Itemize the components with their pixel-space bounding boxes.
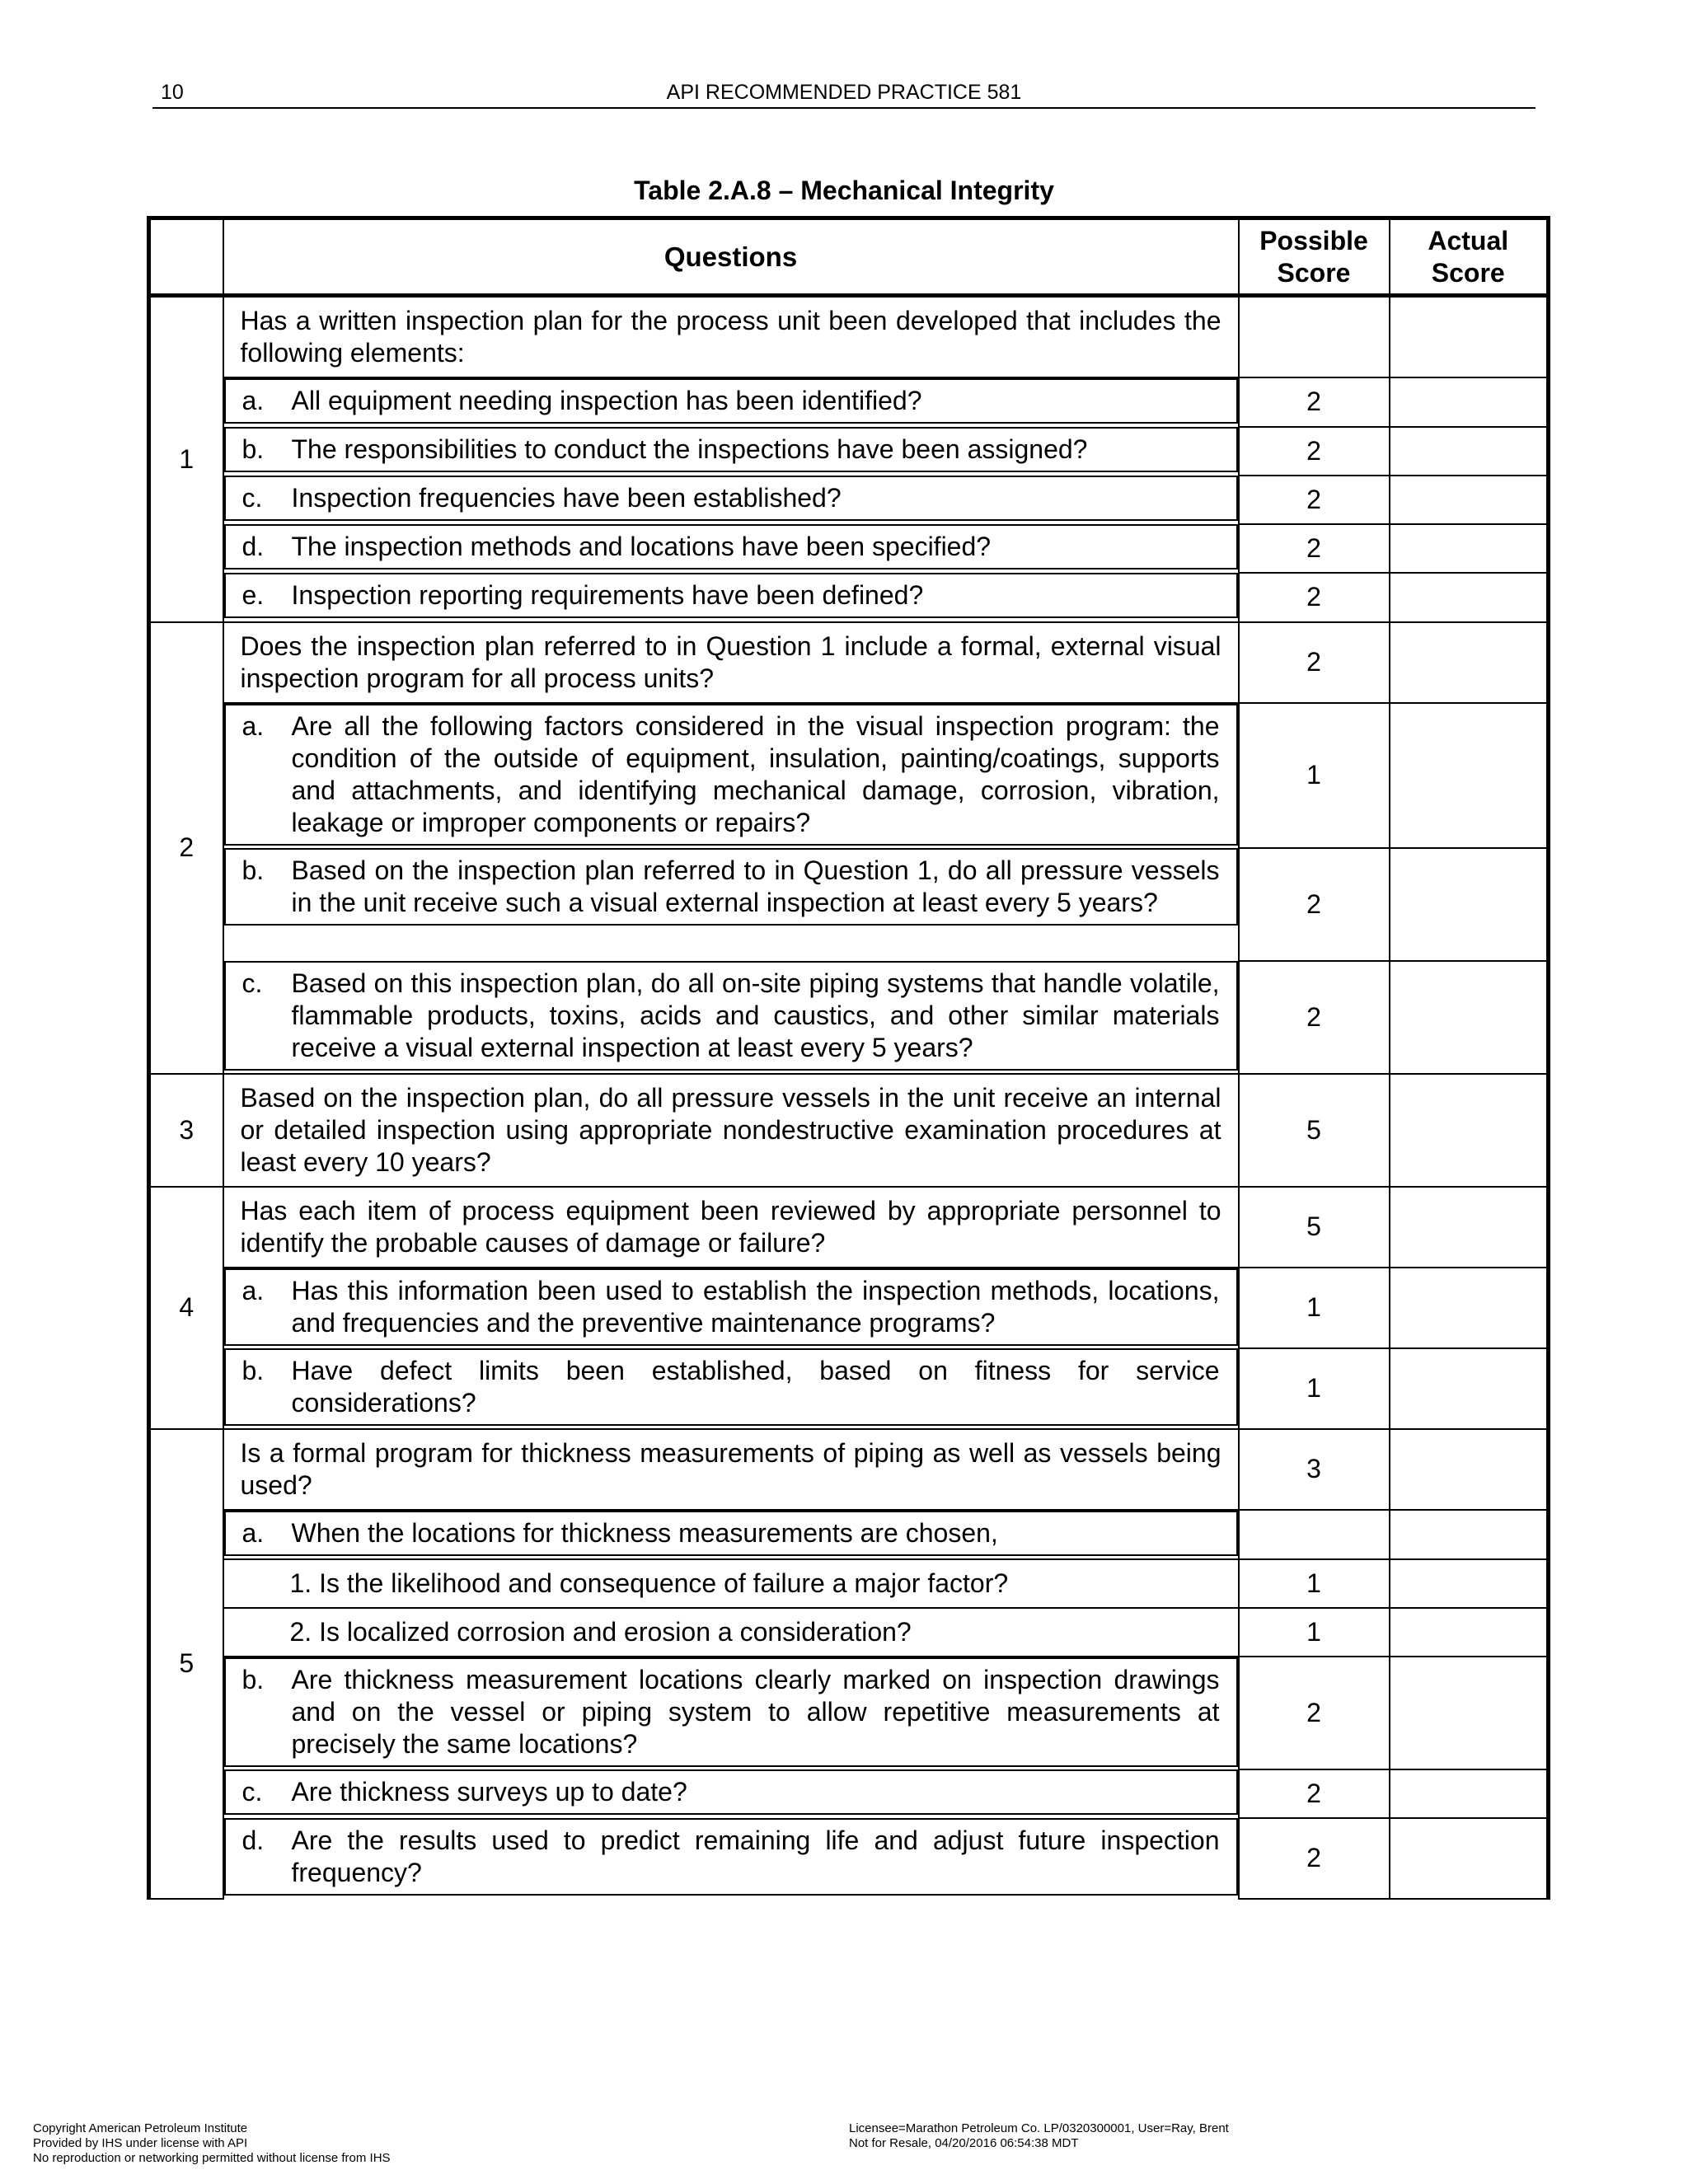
table-header-row <box>149 218 1549 296</box>
question-text: Based on the inspection plan, do all pressure vessels in the unit receive an internal or detailed inspection using appropriate nondestructive examination procedures at least every 10 years? <box>223 1074 1239 1187</box>
sub-question-label: b. <box>241 855 265 885</box>
table-row <box>149 961 1549 1074</box>
possible-score: 1 <box>1239 1559 1390 1608</box>
possible-score: 5 <box>1239 1187 1390 1268</box>
possible-score: 2 <box>1239 961 1390 1074</box>
sub-question-text: Are the results used to predict remaining life and adjust future inspection frequency? <box>291 1825 1220 1887</box>
sub-question <box>224 1348 1238 1426</box>
possible-score: 2 <box>1239 1769 1390 1818</box>
sub-question-text: Based on this inspection plan, do all on-site piping systems that handle volatile, flammable products, toxins, acids and caustics, and other similar materials receive a visual external inspection at least every 5 years? <box>291 968 1220 1062</box>
possible-score-cell <box>1239 1510 1390 1559</box>
sub-question-text: Based on the inspection plan referred to in Question 1, do all pressure vessels in the unit receive such a visual external inspection at least every 5 years? <box>291 855 1220 917</box>
possible-score: 5 <box>1239 1074 1390 1187</box>
actual-score-cell <box>1390 1818 1549 1899</box>
sub-question-text: Inspection reporting requirements have been defined? <box>291 579 924 610</box>
question-number: 4 <box>149 1187 223 1429</box>
question-number: 3 <box>149 1074 223 1187</box>
sub-question <box>224 961 1238 1071</box>
table-row <box>149 848 1549 961</box>
footer-copyright <box>33 2121 391 2166</box>
table-row <box>149 1268 1549 1348</box>
actual-score-cell <box>1390 1657 1549 1769</box>
sub-question-text: The inspection methods and locations have been specified? <box>291 531 992 561</box>
possible-score: 1 <box>1239 1348 1390 1429</box>
table-row <box>149 377 1549 427</box>
header-number-cell <box>149 218 223 296</box>
actual-score-cell <box>1390 703 1549 848</box>
possible-score: 2 <box>1239 1657 1390 1769</box>
actual-score-cell <box>1390 1510 1549 1559</box>
sub-question <box>224 1769 1238 1815</box>
table-row <box>149 476 1549 524</box>
question-text: Is a formal program for thickness measurements of piping as well as vessels being used? <box>223 1429 1239 1510</box>
table-row <box>149 1074 1549 1187</box>
footer-line: Not for Resale, 04/20/2016 06:54:38 MDT <box>849 2136 1079 2150</box>
actual-score-cell <box>1390 427 1549 476</box>
actual-score-cell <box>1390 961 1549 1074</box>
sub-question <box>224 427 1238 472</box>
sub-question <box>224 1818 1238 1896</box>
actual-score-cell <box>1390 296 1549 377</box>
possible-score: 2 <box>1239 524 1390 573</box>
sub-question <box>224 573 1238 618</box>
table-row <box>149 427 1549 476</box>
sub-question-text: Has this information been used to establish the inspection methods, locations, and frequencies and the preventive maintenance programs? <box>291 1275 1220 1338</box>
sub-question-label: a. <box>241 1517 265 1548</box>
actual-score-cell <box>1390 622 1549 703</box>
footer-license <box>849 2121 1229 2151</box>
table-row <box>149 1608 1549 1657</box>
header-possible-score: Possible Score <box>1239 218 1390 296</box>
header-actual-score: Actual Score <box>1390 218 1549 296</box>
sub-question-label: c. <box>241 968 263 998</box>
actual-score-cell <box>1390 1608 1549 1657</box>
question-text: Has each item of process equipment been reviewed by appropriate personnel to identify the probable causes of damage or failure? <box>223 1187 1239 1268</box>
table-row <box>149 1429 1549 1510</box>
possible-score: 2 <box>1239 427 1390 476</box>
header-rule <box>152 107 1536 109</box>
sub-question-label: a. <box>241 710 265 741</box>
question-text: Does the inspection plan referred to in Question 1 include a formal, external visual inspection program for all process units? <box>223 622 1239 703</box>
footer-line: No reproduction or networking permitted without license from IHS <box>33 2151 391 2165</box>
table-row <box>149 1818 1549 1899</box>
table-row <box>149 622 1549 703</box>
possible-score: 2 <box>1239 622 1390 703</box>
actual-score-cell <box>1390 1769 1549 1818</box>
footer-line: Copyright American Petroleum Institute <box>33 2121 248 2135</box>
actual-score-cell <box>1390 1187 1549 1268</box>
sub-question-label: e. <box>241 579 265 610</box>
sub-question-label: c. <box>241 1776 263 1807</box>
mechanical-integrity-table <box>147 216 1550 1900</box>
possible-score: 2 <box>1239 848 1390 961</box>
footer-line: Provided by IHS under license with API <box>33 2136 248 2150</box>
sub-question <box>224 476 1238 521</box>
possible-score: 2 <box>1239 377 1390 427</box>
footer-line: Licensee=Marathon Petroleum Co. LP/0320300001, User=Ray, Brent <box>849 2121 1229 2135</box>
table-row <box>149 524 1549 573</box>
sub-question <box>224 524 1238 569</box>
sub-question-label: d. <box>241 531 265 561</box>
sub-question-text: When the locations for thickness measurements are chosen, <box>291 1517 998 1548</box>
question-number: 2 <box>149 622 223 1074</box>
sub-question-label: a. <box>241 1275 265 1305</box>
table-title: Table 2.A.8 – Mechanical Integrity <box>634 176 1054 205</box>
possible-score: 2 <box>1239 1818 1390 1899</box>
actual-score-cell <box>1390 573 1549 622</box>
table-row <box>149 1348 1549 1429</box>
actual-score-cell <box>1390 1429 1549 1510</box>
sub-question-text: All equipment needing inspection has been identified? <box>291 385 922 415</box>
sub-question-text: Inspection frequencies have been established? <box>291 482 842 513</box>
question-text: Has a written inspection plan for the process unit been developed that includes the following elements: <box>223 296 1239 377</box>
sub-question-label: d. <box>241 1825 265 1855</box>
sub-question-text: Are all the following factors considered in the visual inspection program: the condition of the outside of equipment, insulation, painting/coatings, supports and attachments, and identifying mechanical damage, corrosion, vibration, leakage or improper components or repairs? <box>291 710 1220 837</box>
actual-score-cell <box>1390 1074 1549 1187</box>
document-header-title: API RECOMMENDED PRACTICE 581 <box>666 81 1022 104</box>
question-number: 1 <box>149 296 223 622</box>
sub-sub-question: 1. Is the likelihood and consequence of failure a major factor? <box>223 1559 1239 1608</box>
possible-score: 2 <box>1239 573 1390 622</box>
actual-score-cell <box>1390 848 1549 961</box>
sub-question <box>224 1268 1238 1346</box>
sub-question-text: Have defect limits been established, based on fitness for service considerations? <box>291 1355 1220 1418</box>
actual-score-cell <box>1390 1348 1549 1429</box>
question-number: 5 <box>149 1429 223 1899</box>
table-row <box>149 1657 1549 1769</box>
sub-question-label: b. <box>241 1664 265 1694</box>
sub-question <box>224 1657 1238 1767</box>
actual-score-cell <box>1390 524 1549 573</box>
sub-question-text: Are thickness measurement locations clearly marked on inspection drawings and on the vessel or piping system to allow repetitive measurements at precisely the same locations? <box>291 1664 1220 1759</box>
table-row <box>149 573 1549 622</box>
table-row <box>149 1510 1549 1559</box>
possible-score-cell <box>1239 296 1390 377</box>
actual-score-cell <box>1390 1559 1549 1608</box>
table-row <box>149 1769 1549 1818</box>
table-row <box>149 1559 1549 1608</box>
sub-question-text: The responsibilities to conduct the inspections have been assigned? <box>291 434 1088 464</box>
possible-score: 1 <box>1239 1268 1390 1348</box>
sub-question <box>224 378 1238 424</box>
table-row <box>149 296 1549 377</box>
sub-question-label: b. <box>241 1355 265 1385</box>
possible-score: 2 <box>1239 476 1390 524</box>
sub-question <box>224 1511 1238 1556</box>
sub-question <box>224 848 1238 926</box>
possible-score: 1 <box>1239 1608 1390 1657</box>
possible-score: 1 <box>1239 703 1390 848</box>
header-questions: Questions <box>223 218 1239 296</box>
sub-question <box>224 704 1238 846</box>
sub-question-label: b. <box>241 434 265 464</box>
sub-question-text: Are thickness surveys up to date? <box>291 1776 687 1807</box>
sub-question-label: c. <box>241 482 263 513</box>
table-row <box>149 703 1549 848</box>
sub-sub-question: 2. Is localized corrosion and erosion a consideration? <box>223 1608 1239 1657</box>
page-number: 10 <box>161 81 184 104</box>
sub-question-label: a. <box>241 385 265 415</box>
table-row <box>149 1187 1549 1268</box>
actual-score-cell <box>1390 377 1549 427</box>
actual-score-cell <box>1390 476 1549 524</box>
actual-score-cell <box>1390 1268 1549 1348</box>
possible-score: 3 <box>1239 1429 1390 1510</box>
